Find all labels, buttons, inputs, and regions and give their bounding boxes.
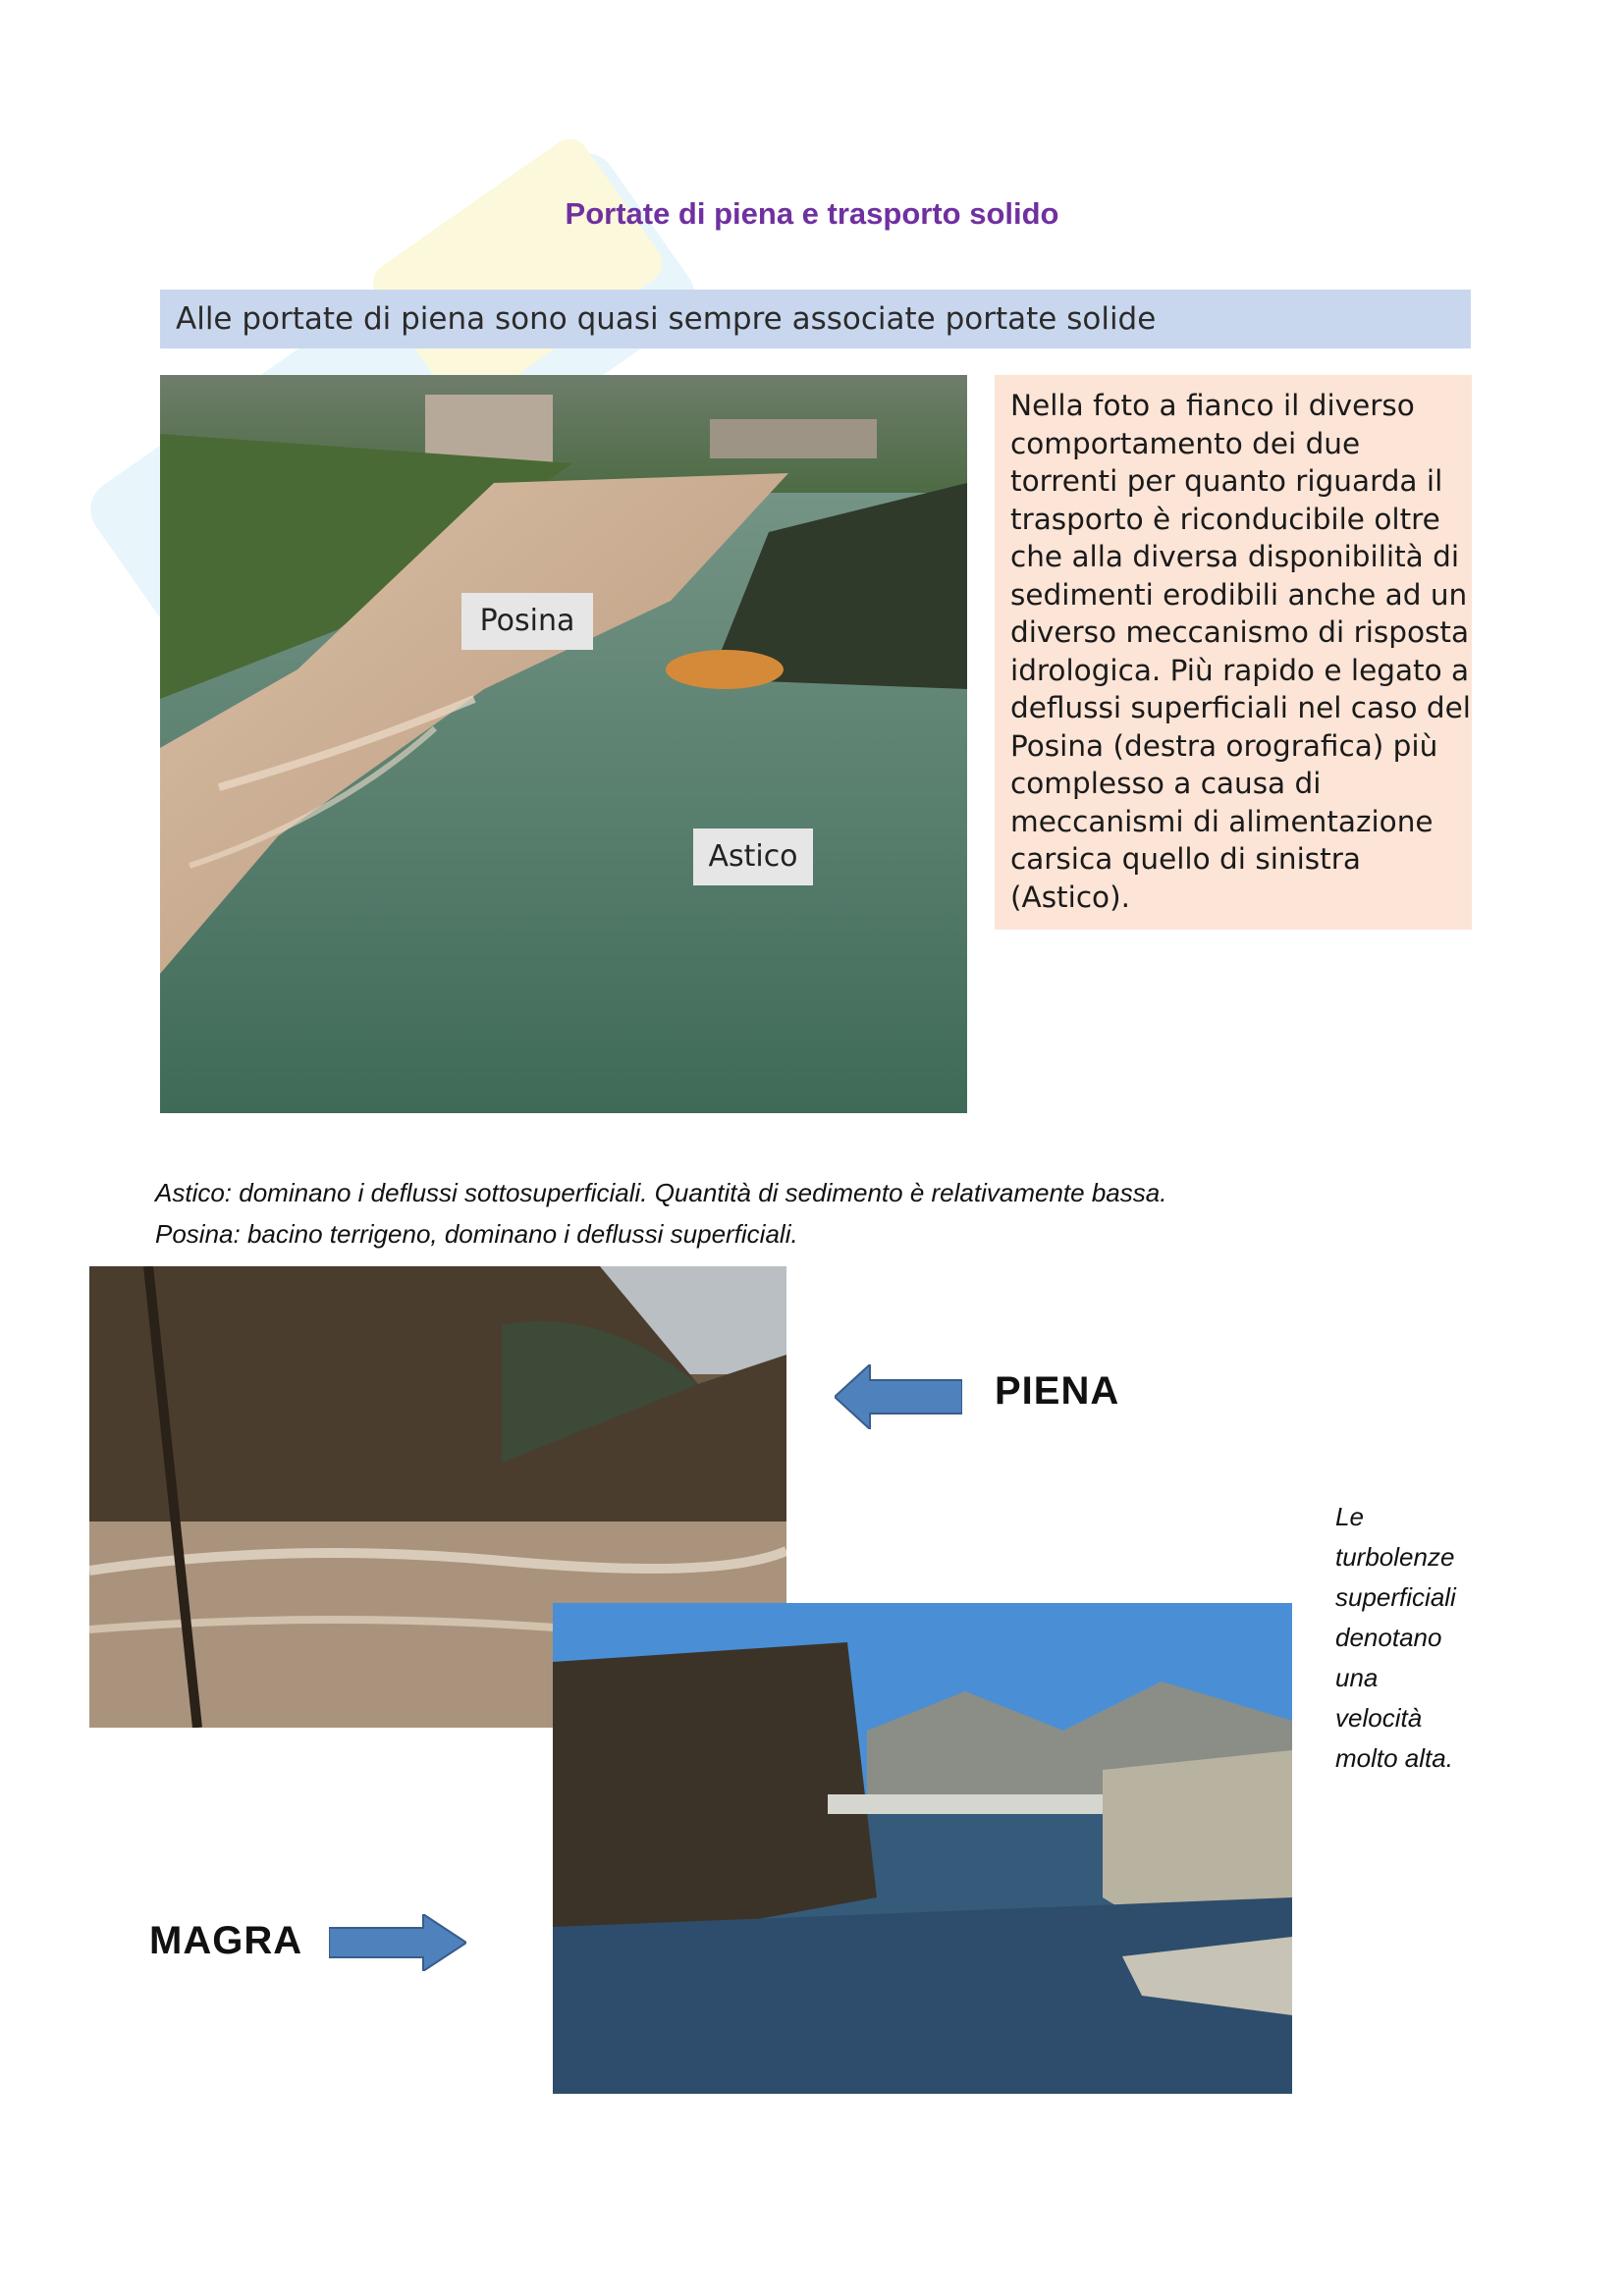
note-line: superficiali (1335, 1582, 1456, 1612)
note-line: Le (1335, 1502, 1364, 1531)
explanation-box: Nella foto a fianco il diverso comportamento dei due torrenti per quanto riguarda il trasporto è riconducibile oltre che alla diversa disponibilità di sedimenti erodibili anche ad un diverso meccanismo di risposta idrologica. Più rapido e legato a deflussi superficiali nel caso del Posina (destra orografica) più complesso a causa di meccanismi di alimentazione carsica quello di sinistra (Astico). (995, 375, 1472, 930)
note-line: denotano (1335, 1623, 1442, 1652)
low-water-photo (553, 1603, 1292, 2094)
caption-posina: Posina: bacino terrigeno, dominano i deflussi superficiali. (155, 1219, 798, 1249)
river-confluence-image (160, 375, 967, 1113)
label-astico: Astico (693, 828, 813, 885)
label-posina: Posina (461, 593, 593, 650)
label-piena: PIENA (995, 1369, 1120, 1413)
note-line: una (1335, 1663, 1379, 1692)
note-line: turbolenze (1335, 1542, 1455, 1572)
note-line: velocità (1335, 1703, 1423, 1733)
arrow-left-icon (835, 1364, 962, 1429)
arrow-right-icon (329, 1914, 466, 1971)
page-title: Portate di piena e trasporto solido (565, 196, 1059, 231)
turbulence-note (1335, 1497, 1483, 1779)
label-magra: MAGRA (149, 1919, 303, 1962)
section-banner: Alle portate di piena sono quasi sempre associate portate solide (160, 290, 1471, 348)
low-water-image (553, 1603, 1292, 2094)
caption-astico: Astico: dominano i deflussi sottosuperficiali. Quantità di sedimento è relativamente bassa. (155, 1178, 1167, 1207)
note-line: molto alta. (1335, 1743, 1453, 1773)
river-confluence-photo (160, 375, 967, 1113)
